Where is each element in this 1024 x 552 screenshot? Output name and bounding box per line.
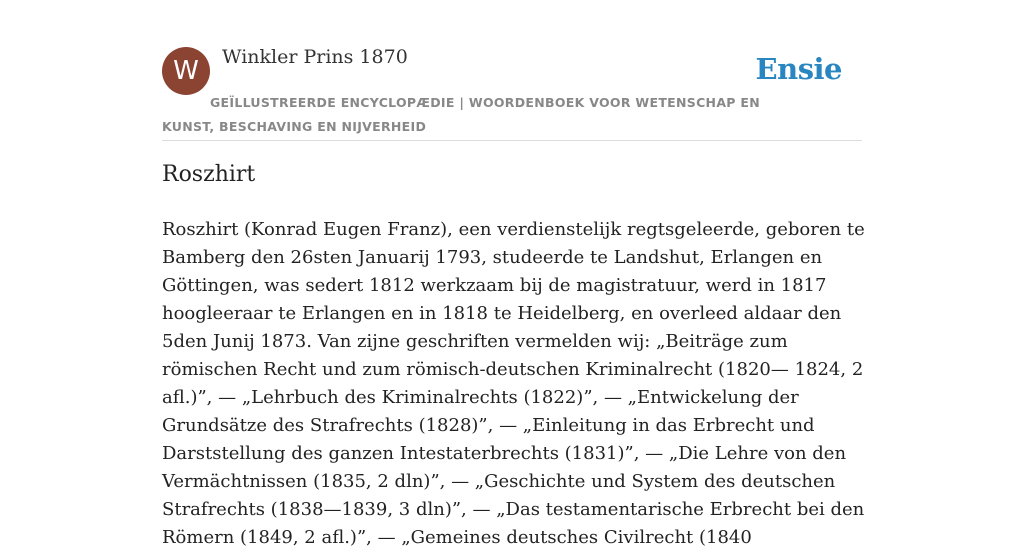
entry-body: Roszhirt (Konrad Eugen Franz), een verdienstelijk regtsgeleerde, geboren te Bamberg den 26sten Januarij 1793, studeerde te Landshut, Erlangen en Göttingen, was sedert 1812 werkzaam bij de magistratuur, werd in 1817 hoogleeraar te Erlangen en in 1818 te Heidelberg, en overleed aldaar den 5den Junij 1873. Van zijne geschriften vermelden wij: „Beiträge zum römischen Recht und zum römisch-deutschen Kriminalrecht (1820— 1824, 2 afl.)”, — „Lehrbuch des Kriminalrechts (1822)”, — „Entwickelung der Grundsätze des Strafrechts (1828)”, — „Einleitung in das Erbrecht und Darststellung des ganzen Intestaterbrechts (1831)”, — „Die Lehre von den Vermächtnissen (1835, 2 dln)”, — „Geschichte und System des deutschen Strafrechts (1838—1839, 3 dln)”, — „Das testamentarische Erbrecht bei den Römern (1849, 2 afl.)”, — „Gemeines deutsches Civilrecht (1840 [162, 219, 865, 548]
book-subtitle: GEÏLLUSTREERDE ENCYCLOPÆDIE | WOORDENBOEK VOOR WETENSCHAP EN KUNST, BESCHAVING EN NIJVERHEID [162, 95, 760, 134]
avatar[interactable]: W [162, 47, 210, 95]
entry-title: Roszhirt [162, 162, 256, 187]
header [162, 46, 862, 141]
book-title-link[interactable]: Winkler Prins 1870 [222, 46, 408, 68]
ensie-logo[interactable]: Ensie [755, 52, 842, 86]
